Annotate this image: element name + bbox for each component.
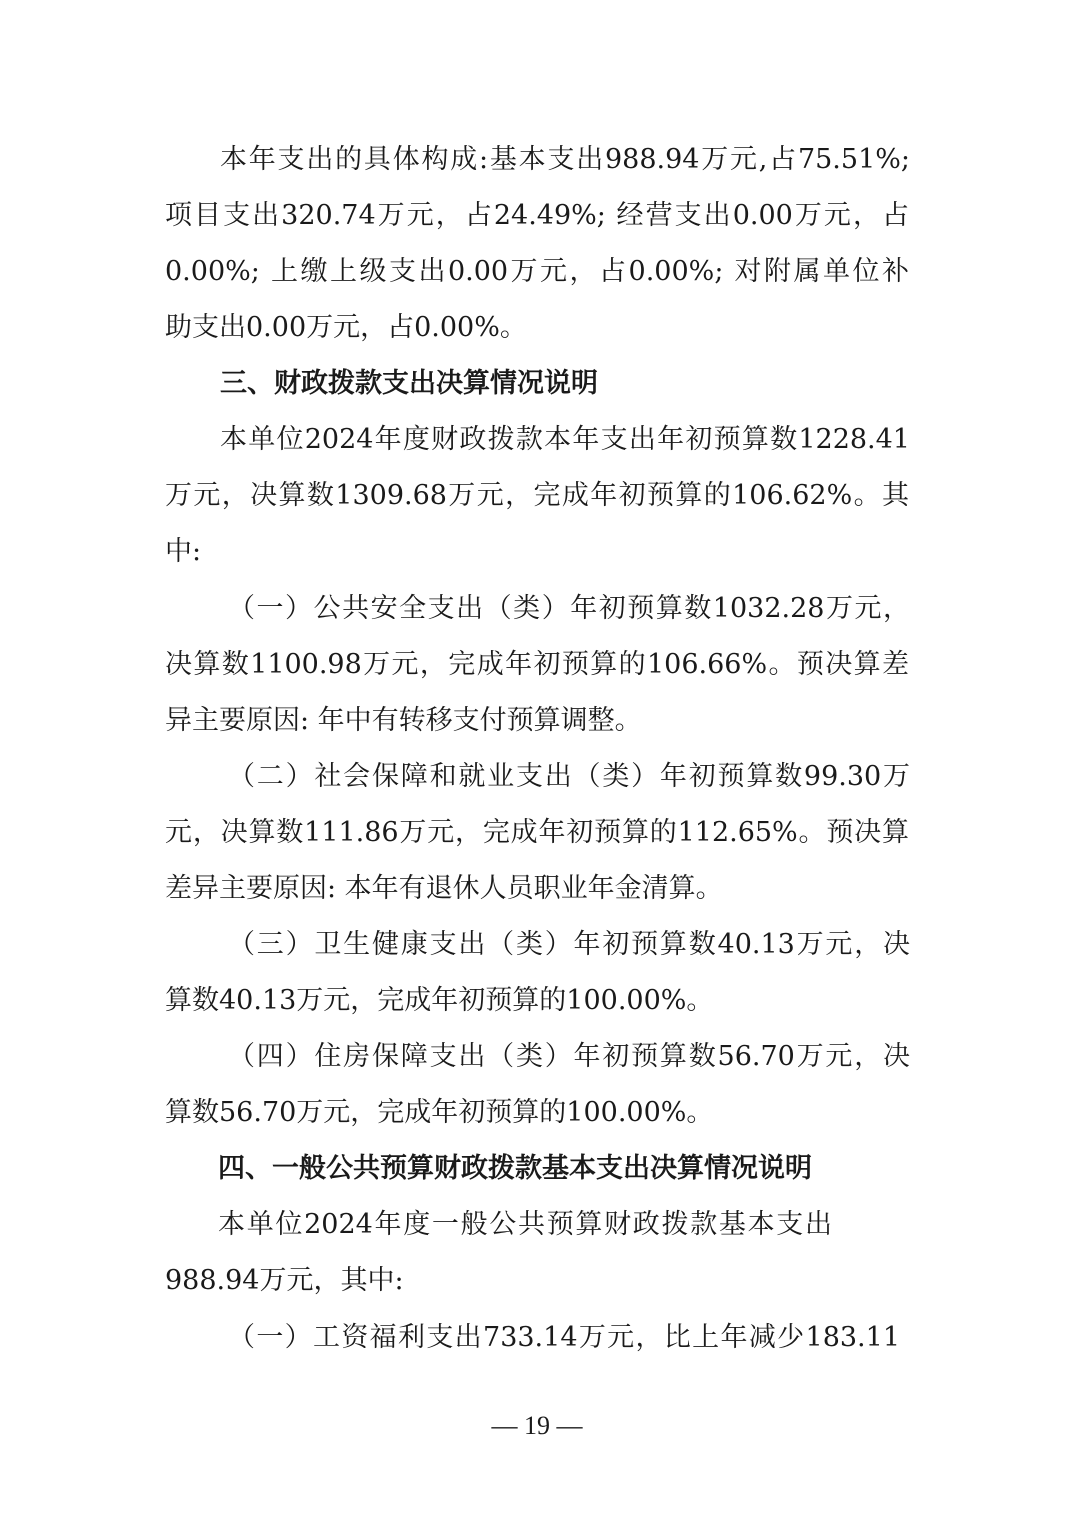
paragraph-line: 中: — [165, 536, 202, 567]
paragraph-line: 本单位2024年度一般公共预算财政拨款基本支出 — [218, 1209, 832, 1240]
paragraph-line: （一）工资福利支出733.14万元，比上年减少183.11 — [228, 1322, 900, 1353]
paragraph-line: 差异主要原因: 本年有退休人员职业年金清算。 — [165, 873, 723, 904]
paragraph-line: （三）卫生健康支出（类）年初预算数40.13万元，决 — [228, 929, 910, 960]
paragraph-line: （四）住房保障支出（类）年初预算数56.70万元，决 — [228, 1041, 910, 1072]
page-number: — 19 — — [491, 1411, 583, 1440]
paragraph-line: 0.00%; 上缴上级支出0.00万元，占0.00%; 对附属单位补 — [165, 256, 909, 287]
section-heading: 四、一般公共预算财政拨款基本支出决算情况说明 — [218, 1153, 812, 1184]
paragraph-line: 万元，决算数1309.68万元，完成年初预算的106.62%。其 — [165, 480, 909, 511]
paragraph-line: 本年支出的具体构成:基本支出988.94万元,占75.51%; — [220, 144, 910, 175]
paragraph-line: 算数56.70万元，完成年初预算的100.00%。 — [165, 1097, 714, 1128]
paragraph-line: 元，决算数111.86万元，完成年初预算的112.65%。预决算 — [165, 817, 909, 848]
paragraph-line: 项目支出320.74万元，占24.49%; 经营支出0.00万元，占 — [165, 200, 909, 231]
paragraph-line: （二）社会保障和就业支出（类）年初预算数99.30万 — [228, 761, 910, 792]
paragraph-line: 决算数1100.98万元，完成年初预算的106.66%。预决算差 — [165, 649, 909, 680]
paragraph-line: 988.94万元，其中: — [165, 1265, 404, 1296]
paragraph-line: 助支出0.00万元，占0.00%。 — [165, 312, 527, 343]
paragraph-line: （一）公共安全支出（类）年初预算数1032.28万元， — [228, 593, 910, 624]
section-heading: 三、财政拨款支出决算情况说明 — [220, 368, 598, 399]
paragraph-line: 算数40.13万元，完成年初预算的100.00%。 — [165, 985, 714, 1016]
paragraph-line: 本单位2024年度财政拨款本年支出年初预算数1228.41 — [220, 424, 910, 455]
paragraph-line: 异主要原因: 年中有转移支付预算调整。 — [165, 705, 642, 736]
